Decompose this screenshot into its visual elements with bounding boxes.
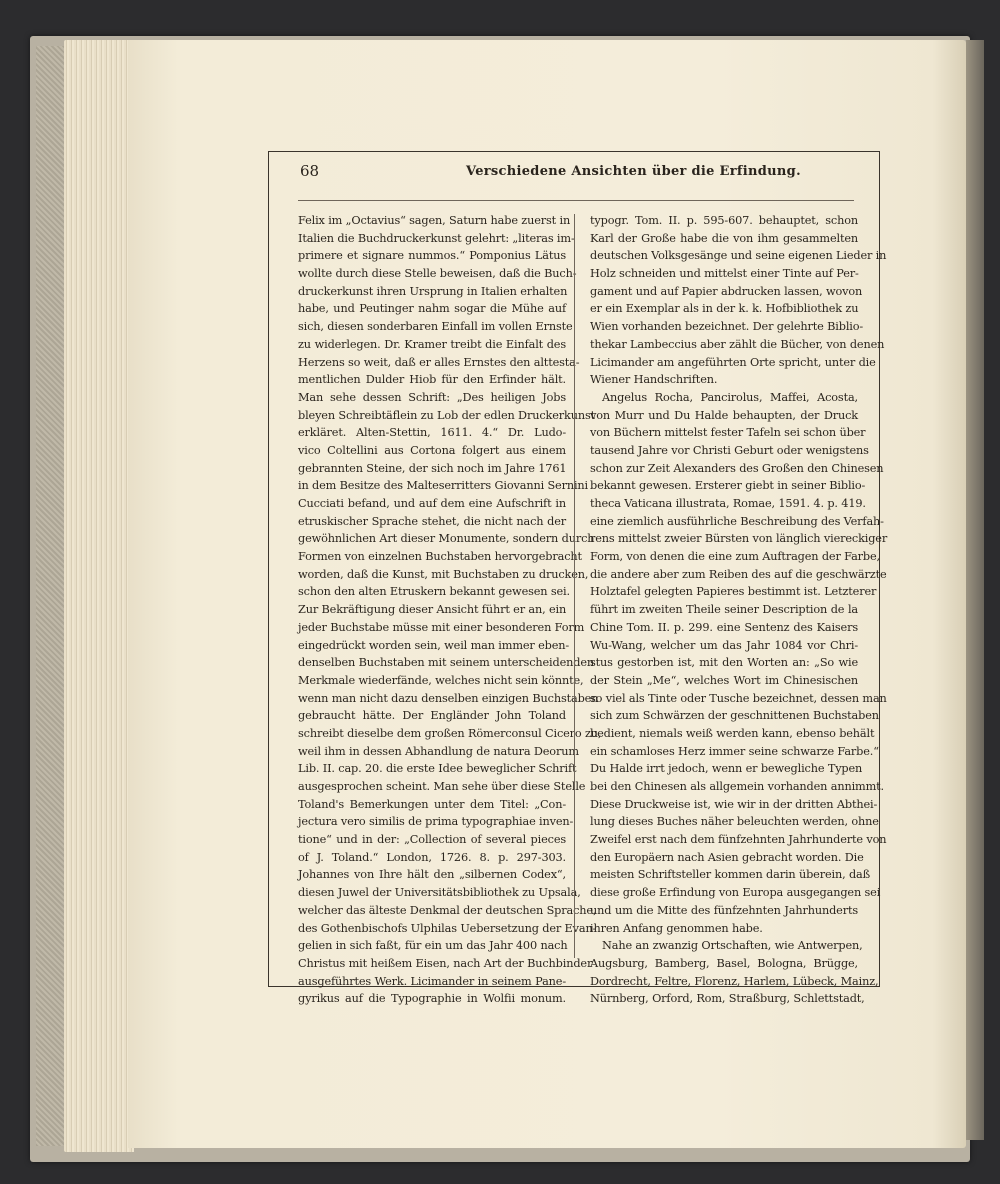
facing-page-edge <box>966 40 984 1140</box>
text-line: Formen von einzelnen Buchstaben hervorgebracht <box>298 550 582 564</box>
text-line: Form, von denen die eine zum Auftragen der Farbe, <box>590 550 880 564</box>
text-line: jectura vero similis de prima typographiae inven- <box>298 815 574 829</box>
right-text-column <box>590 212 888 1008</box>
column-divider <box>574 214 575 958</box>
text-line: ausgesprochen scheint. Man sehe über diese Stelle <box>298 780 586 793</box>
text-line: jeder Buchstabe müsse mit einer besonderen Form <box>298 620 585 634</box>
text-line: Wu-Wang, welcher um das Jahr 1084 vor Chri- <box>590 638 858 652</box>
text-line: wenn man nicht dazu denselben einzigen Buchstaben <box>298 691 599 705</box>
text-line: vico Coltellini aus Cortona folgert aus einem <box>298 443 566 457</box>
text-line: worden, daß die Kunst, mit Buchstaben zu drucken, <box>298 567 589 581</box>
text-line: die andere aber zum Reiben des auf die geschwärzte <box>590 567 887 581</box>
text-line: von Büchern mittelst fester Tafeln sei schon über <box>590 426 866 440</box>
page-header <box>300 162 860 188</box>
text-line: gewöhnlichen Art dieser Monumente, sondern durch <box>298 532 595 546</box>
text-line: Du Halde irrt jedoch, wenn er bewegliche Typen <box>590 762 863 776</box>
text-line: Licimander am angeführten Orte spricht, unter die <box>590 355 876 369</box>
text-line: Dordrecht, Feltre, Florenz, Harlem, Lübeck, Mainz, <box>590 974 879 988</box>
text-line: stus gestorben ist, mit den Worten an: „So wie <box>590 656 858 670</box>
text-line: Christus mit heißem Eisen, nach Art der Buchbinder <box>298 956 593 970</box>
text-line: Merkmale wiederfände, welches nicht sein könnte, <box>298 673 584 687</box>
text-line: tausend Jahre vor Christi Geburt oder wenigstens <box>590 443 869 457</box>
page-number: 68 <box>300 162 320 180</box>
text-line: habe, und Peutinger nahm sogar die Mühe auf <box>298 302 566 316</box>
text-line: Cucciati befand, und auf dem eine Aufschrift in <box>298 497 566 510</box>
text-line: erkläret. Alten-Stettin, 1611. 4.“ Dr. Ludo- <box>298 426 566 440</box>
text-line: Holztafel gelegten Papieres bestimmt ist. Letzterer <box>590 585 877 599</box>
text-line: druckerkunst ihren Ursprung in Italien erhalten <box>298 284 568 298</box>
text-line: deutschen Volksgesänge und seine eigenen Lieder in <box>590 249 887 263</box>
text-line: of J. Toland.“ London, 1726. 8. p. 297-303. <box>298 850 566 864</box>
text-line: Felix im „Octavius“ sagen, Saturn habe zuerst in <box>298 214 571 227</box>
text-line: Man sehe dessen Schrift: „Des heiligen Jobs <box>298 390 566 404</box>
text-line: bedient, niemals weiß werden kann, ebenso behält <box>590 726 875 740</box>
text-line: er ein Exemplar als in der k. k. Hofbibliothek zu <box>590 302 859 316</box>
page-edges <box>64 40 134 1152</box>
text-line: ein schamloses Herz immer seine schwarze Farbe.“ <box>590 744 879 758</box>
text-line: bei den Chinesen als allgemein vorhanden annimmt. <box>590 780 884 793</box>
text-line: diesen Juwel der Universitätsbibliothek zu Upsala, <box>298 886 581 900</box>
text-line: Nürnberg, Orford, Rom, Straßburg, Schlettstadt, <box>590 992 865 1006</box>
text-line: rens mittelst zweier Bürsten von länglich viereckiger <box>590 532 888 546</box>
text-line: Nahe an zwanzig Ortschaften, wie Antwerpen, <box>602 939 863 953</box>
left-text-column <box>298 212 602 1008</box>
text-line: lung dieses Buches näher beleuchten werden, ohne <box>590 815 879 829</box>
text-line: gebrannten Steine, der sich noch im Jahre 1761 <box>298 461 567 475</box>
text-line: theca Vaticana illustrata, Romae, 1591. 4. p. 419. <box>590 497 866 510</box>
text-line: des Gothenbischofs Ulphilas Uebersetzung der Evan- <box>298 921 597 935</box>
text-line: Diese Druckweise ist, wie wir in der dritten Abthei- <box>590 797 878 811</box>
text-line: in dem Besitze des Malteserritters Giovanni Sernini <box>298 479 589 493</box>
text-line: Toland's Bemerkungen unter dem Titel: „Con- <box>298 797 566 811</box>
text-line: der Stein „Me“, welches Wort im Chinesischen <box>590 673 858 687</box>
text-line: mentlichen Dulder Hiob für den Erfinder hält. <box>298 373 566 387</box>
text-line: gelien in sich faßt, für ein um das Jahr 400 nach <box>298 939 568 953</box>
text-line: von Murr und Du Halde behaupten, der Druck <box>590 408 858 422</box>
text-line: thekar Lambeccius aber zählt die Bücher, von denen <box>590 337 885 351</box>
text-line: schreibt dieselbe dem großen Römerconsul Cicero zu, <box>298 726 602 740</box>
header-rule <box>298 200 854 201</box>
text-line: sich zum Schwärzen der geschnittenen Buchstaben <box>590 709 879 723</box>
text-line: Karl der Große habe die von ihm gesammelten <box>590 231 858 245</box>
text-line: typogr. Tom. II. p. 595-607. behauptet, schon <box>590 214 858 227</box>
text-line: Herzens so weit, daß er alles Ernstes den alttesta- <box>298 355 580 369</box>
running-title: Verschiedene Ansichten über die Erfindung. <box>466 164 801 179</box>
text-line: schon den alten Etruskern bekannt gewesen sei. <box>298 585 570 599</box>
text-line: Wiener Handschriften. <box>590 373 718 387</box>
text-line: gebraucht hätte. Der Engländer John Toland <box>298 709 566 723</box>
text-line: ausgeführtes Werk. Licimander in seinem Pane- <box>298 974 566 988</box>
text-line: eingedrückt worden sein, weil man immer eben- <box>298 638 570 652</box>
text-line: Zur Bekräftigung dieser Ansicht führt er an, ein <box>298 603 567 617</box>
text-line: Johannes von Ihre hält den „silbernen Codex“, <box>298 868 566 882</box>
text-line: führt im zweiten Theile seiner Description de la <box>590 603 858 617</box>
text-line: tione“ und in der: „Collection of several pieces <box>298 833 566 847</box>
text-line: sich, diesen sonderbaren Einfall im vollen Ernste <box>298 320 573 334</box>
text-line: so viel als Tinte oder Tusche bezeichnet, dessen man <box>590 691 887 705</box>
text-line: bleyen Schreibtäflein zu Lob der edlen Druckerkunst <box>298 408 595 422</box>
text-line: Holz schneiden und mittelst einer Tinte auf Per- <box>590 267 859 281</box>
text-line: Augsburg, Bamberg, Basel, Bologna, Brügge, <box>590 956 858 970</box>
text-line: eine ziemlich ausführliche Beschreibung des Verfah- <box>590 514 884 528</box>
text-line: denselben Buchstaben mit seinem unterscheidenden <box>298 656 594 670</box>
text-line: Zweifel erst nach dem fünfzehnten Jahrhunderte von <box>590 833 887 847</box>
text-line: Angelus Rocha, Pancirolus, Maffei, Acosta, <box>602 390 858 404</box>
text-line: primere et signare nummos.“ Pomponius Lätus <box>298 249 566 263</box>
text-line: diese große Erfindung von Europa ausgegangen sei <box>590 886 881 900</box>
text-line: welcher das älteste Denkmal der deutschen Sprache, <box>298 903 597 917</box>
text-line: etruskischer Sprache stehet, die nicht nach der <box>298 514 566 528</box>
text-line: zu widerlegen. Dr. Kramer treibt die Einfalt des <box>298 337 566 351</box>
text-line: meisten Schriftsteller kommen darin überein, daß <box>590 868 871 882</box>
text-line: Chine Tom. II. p. 299. eine Sentenz des Kaisers <box>590 620 858 634</box>
text-line: Wien vorhanden bezeichnet. Der gelehrte Biblio- <box>590 320 864 334</box>
text-line: schon zur Zeit Alexanders des Großen den Chinesen <box>590 461 884 475</box>
text-line: und um die Mitte des fünfzehnten Jahrhunderts <box>590 903 858 917</box>
text-line: den Europäern nach Asien gebracht worden. Die <box>590 850 864 864</box>
text-line: ihren Anfang genommen habe. <box>590 921 763 935</box>
text-line: wollte durch diese Stelle beweisen, daß die Buch- <box>298 267 577 281</box>
text-line: Lib. II. cap. 20. die erste Idee beweglicher Schrift <box>298 762 577 776</box>
text-line: weil ihm in dessen Abhandlung de natura Deorum <box>298 744 579 758</box>
text-line: gament und auf Papier abdrucken lassen, wovon <box>590 284 863 298</box>
text-line: Italien die Buchdruckerkunst gelehrt: „literas im- <box>298 231 575 245</box>
text-line: bekannt gewesen. Ersterer giebt in seiner Biblio- <box>590 479 866 493</box>
text-line: gyrikus auf die Typographie in Wolfii monum. <box>298 992 566 1006</box>
